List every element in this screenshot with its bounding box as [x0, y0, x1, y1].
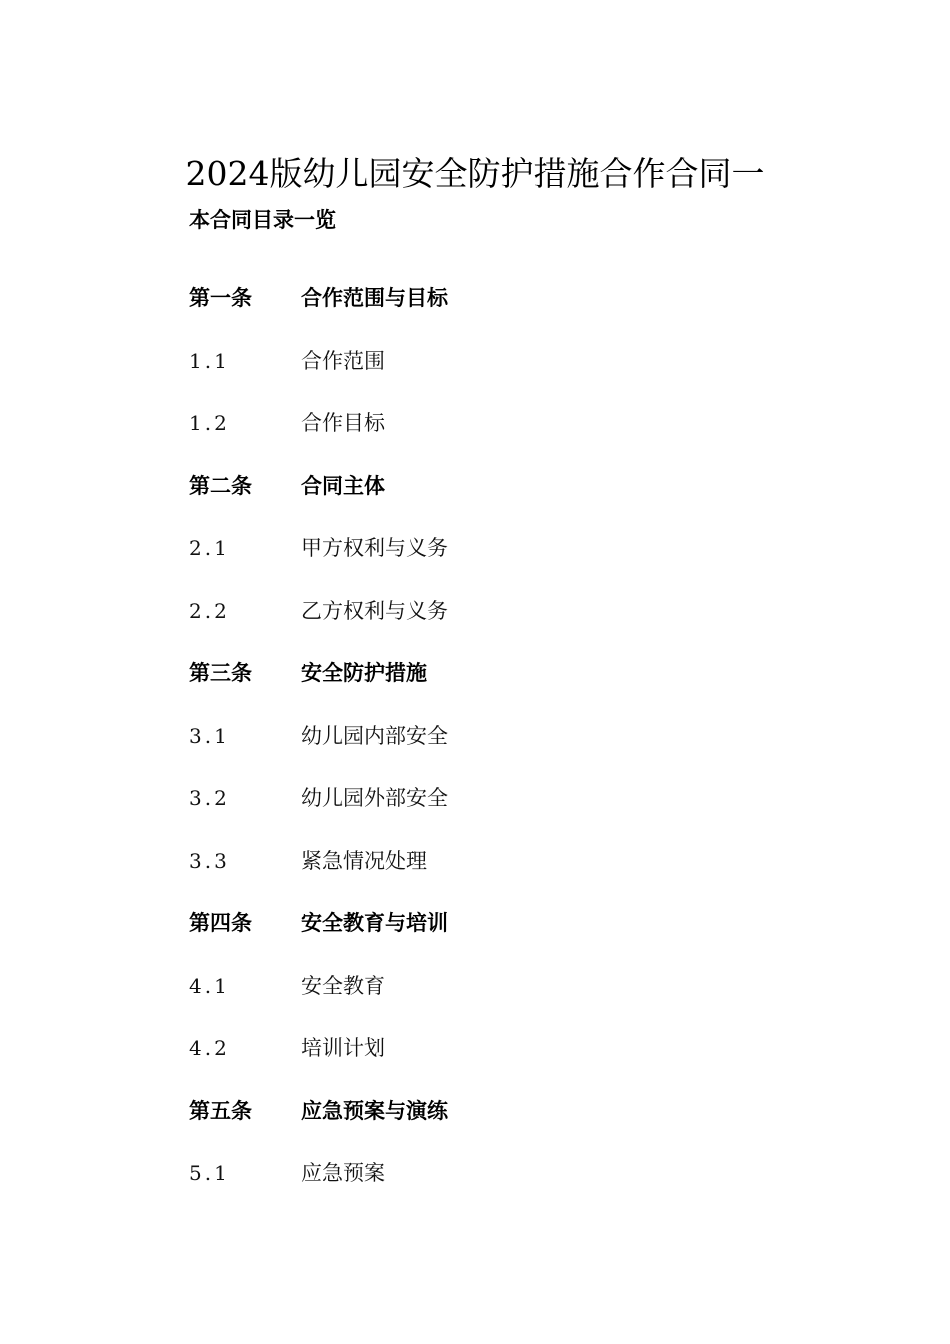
toc-article-5: [189, 1080, 829, 1143]
toc-title: 安全防护措施: [301, 661, 427, 686]
toc-number: 第三条: [189, 661, 252, 686]
toc-number: 1.2: [189, 411, 230, 436]
toc-title: 安全教育: [301, 973, 385, 998]
toc-item-5-1: [189, 1142, 829, 1205]
toc-item-3-3: [189, 830, 829, 893]
toc-title: 幼儿园外部安全: [301, 786, 448, 811]
toc-title: 培训计划: [301, 1036, 385, 1061]
toc-item-3-2: [189, 767, 829, 830]
toc-title: 合作范围与目标: [301, 286, 448, 311]
toc-item-3-1: [189, 705, 829, 768]
toc-heading: 本合同目录一览: [189, 208, 336, 232]
toc-number: 第五条: [189, 1098, 252, 1123]
toc-item-1-1: [189, 330, 829, 393]
toc-article-1: [189, 267, 829, 330]
toc-title: 安全教育与培训: [301, 911, 448, 936]
toc-item-2-2: [189, 580, 829, 643]
toc-title: 合同主体: [301, 473, 385, 498]
toc-number: 4.1: [189, 973, 230, 998]
toc-item-4-2: [189, 1017, 829, 1080]
toc-number: 2.2: [189, 598, 230, 623]
toc-item-2-1: [189, 517, 829, 580]
toc-title: 应急预案: [301, 1161, 385, 1186]
document-title: 2024版幼儿园安全防护措施合作合同一: [185, 154, 765, 194]
toc-number: 第四条: [189, 911, 252, 936]
toc-number: 1.1: [189, 348, 230, 373]
toc-number: 3.1: [189, 723, 230, 748]
toc-title: 紧急情况处理: [301, 848, 427, 873]
toc-article-4: [189, 892, 829, 955]
toc-article-2: [189, 455, 829, 518]
toc-title: 乙方权利与义务: [301, 598, 448, 623]
toc-title: 幼儿园内部安全: [301, 723, 448, 748]
toc-title: 合作目标: [301, 411, 385, 436]
toc-number: 4.2: [189, 1036, 230, 1061]
toc-number: 2.1: [189, 536, 230, 561]
toc-number: 5.1: [189, 1161, 230, 1186]
toc-article-3: [189, 642, 829, 705]
toc-item-4-1: [189, 955, 829, 1018]
toc-number: 3.3: [189, 848, 230, 873]
toc-title: 甲方权利与义务: [301, 536, 448, 561]
toc-item-1-2: [189, 392, 829, 455]
toc-number: 第二条: [189, 473, 252, 498]
toc-number: 第一条: [189, 286, 252, 311]
toc-number: 3.2: [189, 786, 230, 811]
toc-title: 合作范围: [301, 348, 385, 373]
table-of-contents: [189, 267, 829, 1205]
toc-title: 应急预案与演练: [301, 1098, 448, 1123]
